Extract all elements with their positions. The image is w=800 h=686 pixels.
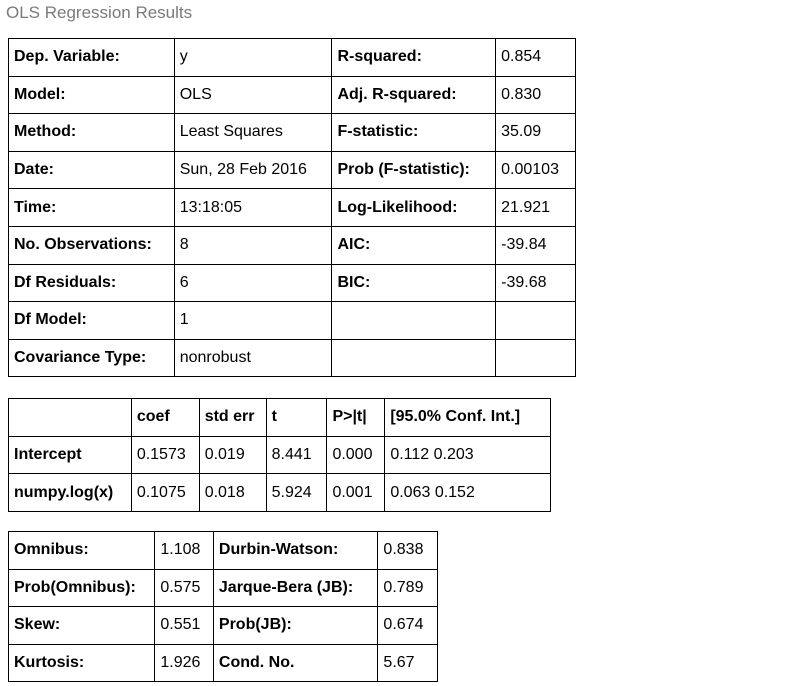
summary-label: Time: — [9, 189, 175, 227]
p-value: 0.001 — [327, 474, 385, 512]
diagnostic-label: Durbin-Watson: — [213, 532, 378, 570]
coefficients-table — [8, 398, 551, 512]
summary-value: Sun, 28 Feb 2016 — [174, 151, 332, 189]
summary-value: 0.854 — [496, 39, 576, 77]
t-value: 8.441 — [266, 436, 327, 474]
summary-value: Least Squares — [174, 114, 332, 152]
std-err-value: 0.018 — [199, 474, 266, 512]
diagnostic-value: 5.67 — [378, 644, 438, 682]
diagnostic-label: Kurtosis: — [9, 644, 155, 682]
summary-value: nonrobust — [174, 339, 332, 377]
summary-value: 1 — [174, 302, 332, 340]
column-header: [95.0% Conf. Int.] — [385, 399, 551, 437]
summary-label: Prob (F-statistic): — [332, 151, 496, 189]
column-header: P>|t| — [327, 399, 385, 437]
summary-value: 8 — [174, 226, 332, 264]
column-header: t — [266, 399, 327, 437]
table-row — [9, 189, 576, 227]
table-header-row — [9, 399, 551, 437]
summary-label: Covariance Type: — [9, 339, 175, 377]
table-row — [9, 474, 551, 512]
std-err-value: 0.019 — [199, 436, 266, 474]
column-header: std err — [199, 399, 266, 437]
summary-value: 21.921 — [496, 189, 576, 227]
table-row — [9, 436, 551, 474]
term-label: numpy.log(x) — [9, 474, 132, 512]
diagnostic-value: 0.674 — [378, 607, 438, 645]
diagnostic-label: Omnibus: — [9, 532, 155, 570]
summary-label — [332, 302, 496, 340]
diagnostic-label: Jarque-Bera (JB): — [213, 569, 378, 607]
summary-value — [496, 339, 576, 377]
summary-value — [496, 302, 576, 340]
summary-label: Dep. Variable: — [9, 39, 175, 77]
summary-label: Df Residuals: — [9, 264, 175, 302]
t-value: 5.924 — [266, 474, 327, 512]
conf-int-value: 0.112 0.203 — [385, 436, 551, 474]
table-row — [9, 114, 576, 152]
table-row — [9, 607, 438, 645]
diagnostics-table — [8, 531, 438, 682]
coef-value: 0.1573 — [131, 436, 199, 474]
summary-label: AIC: — [332, 226, 496, 264]
conf-int-value: 0.063 0.152 — [385, 474, 551, 512]
model-summary-table — [8, 38, 576, 377]
diagnostic-value: 0.551 — [155, 607, 214, 645]
summary-value: -39.84 — [496, 226, 576, 264]
summary-label: Model: — [9, 76, 175, 114]
results-caption: OLS Regression Results — [6, 3, 193, 22]
diagnostic-label: Prob(Omnibus): — [9, 569, 155, 607]
summary-value: 0.830 — [496, 76, 576, 114]
table-row — [9, 39, 576, 77]
summary-label: Log-Likelihood: — [332, 189, 496, 227]
table-row — [9, 264, 576, 302]
table-row — [9, 76, 576, 114]
summary-label: R-squared: — [332, 39, 496, 77]
table-row — [9, 532, 438, 570]
summary-value: OLS — [174, 76, 332, 114]
diagnostic-label: Skew: — [9, 607, 155, 645]
diagnostic-value: 1.108 — [155, 532, 214, 570]
summary-value: 0.00103 — [496, 151, 576, 189]
table-row — [9, 339, 576, 377]
summary-value: -39.68 — [496, 264, 576, 302]
summary-label: No. Observations: — [9, 226, 175, 264]
diagnostic-value: 1.926 — [155, 644, 214, 682]
summary-label: Method: — [9, 114, 175, 152]
summary-label — [332, 339, 496, 377]
table-row — [9, 644, 438, 682]
summary-label: F-statistic: — [332, 114, 496, 152]
diagnostic-label: Prob(JB): — [213, 607, 378, 645]
summary-label: Date: — [9, 151, 175, 189]
summary-value: y — [174, 39, 332, 77]
table-row — [9, 569, 438, 607]
summary-value: 13:18:05 — [174, 189, 332, 227]
column-header — [9, 399, 132, 437]
diagnostic-label: Cond. No. — [213, 644, 378, 682]
summary-label: BIC: — [332, 264, 496, 302]
coef-value: 0.1075 — [131, 474, 199, 512]
table-row — [9, 151, 576, 189]
diagnostic-value: 0.789 — [378, 569, 438, 607]
column-header: coef — [131, 399, 199, 437]
summary-value: 6 — [174, 264, 332, 302]
p-value: 0.000 — [327, 436, 385, 474]
diagnostic-value: 0.838 — [378, 532, 438, 570]
table-row — [9, 302, 576, 340]
term-label: Intercept — [9, 436, 132, 474]
diagnostic-value: 0.575 — [155, 569, 214, 607]
summary-label: Adj. R-squared: — [332, 76, 496, 114]
table-row — [9, 226, 576, 264]
summary-label: Df Model: — [9, 302, 175, 340]
summary-value: 35.09 — [496, 114, 576, 152]
